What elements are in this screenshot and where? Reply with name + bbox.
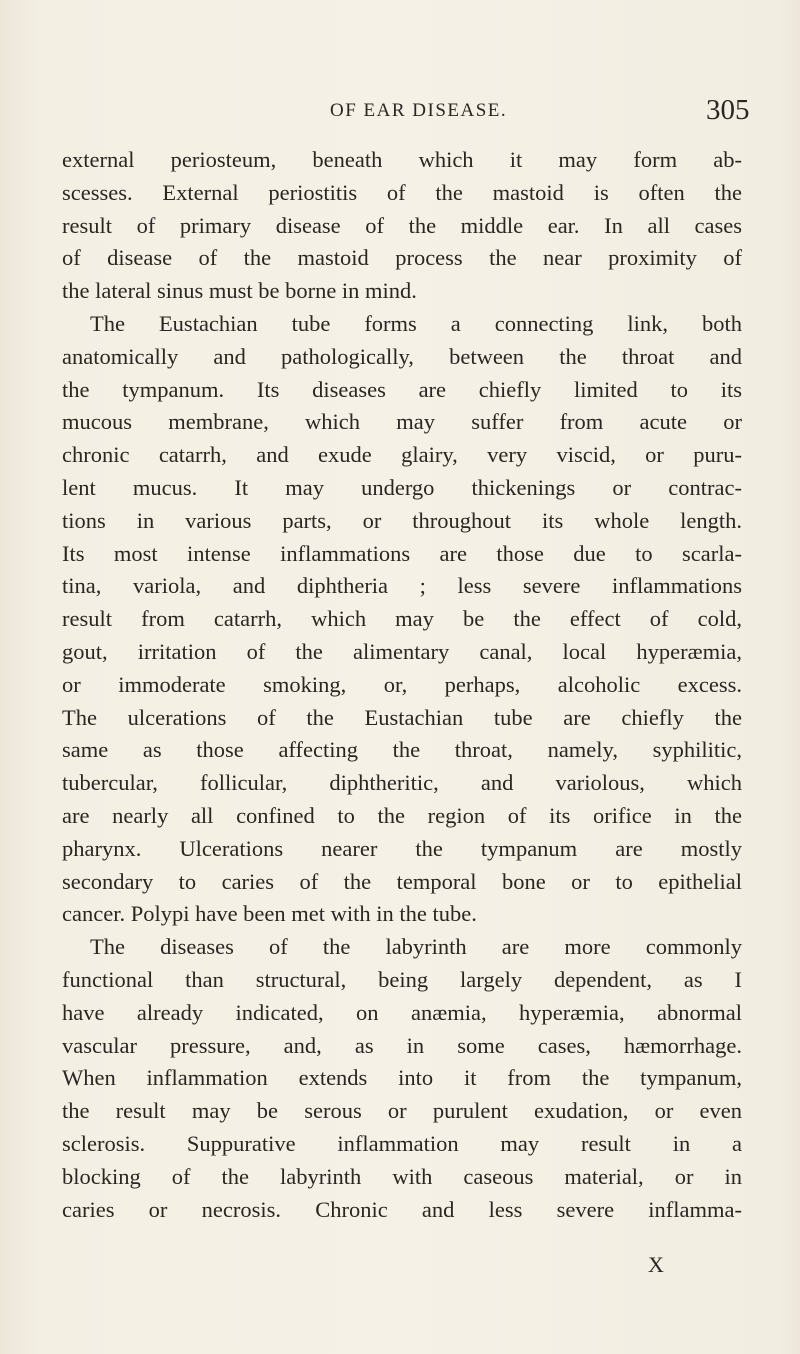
text-line: secondary to caries of the temporal bone or to epithelial	[62, 868, 742, 894]
text-line: pharynx. Ulcerations nearer the tympanum are mostly	[62, 835, 742, 861]
text-line: external periosteum, beneath which it may form ab-	[62, 147, 742, 172]
signature-mark: X	[648, 1252, 664, 1277]
text-line: mucous membrane, which may suffer from acute or	[62, 409, 742, 435]
text-line: the lateral sinus must be borne in mind.	[62, 278, 417, 304]
text-line: the tympanum. Its diseases are chiefly limited to its	[62, 376, 742, 402]
text-line: anatomically and pathologically, between the throat and	[62, 343, 742, 369]
text-line: Its most intense inflammations are those due to scarla-	[62, 540, 742, 566]
text-line: The diseases of the labyrinth are more commonly	[90, 934, 742, 960]
running-title: OF EAR DISEASE.	[330, 100, 508, 121]
text-line: blocking of the labyrinth with caseous material, or in	[62, 1163, 742, 1189]
text-line: functional than structural, being largely dependent, as I	[62, 966, 742, 992]
text-line: have already indicated, on anæmia, hyperæmia, abnormal	[62, 999, 742, 1025]
text-line: cancer. Polypi have been met with in the tube.	[62, 901, 477, 927]
text-line: the result may be serous or purulent exudation, or even	[62, 1098, 742, 1124]
page-number: 305	[706, 94, 750, 126]
text-line: tions in various parts, or throughout its whole length.	[62, 507, 742, 533]
text-line: vascular pressure, and, as in some cases, hæmorrhage.	[62, 1032, 742, 1058]
text-line: of disease of the mastoid process the near proximity of	[62, 245, 742, 271]
text-line: gout, irritation of the alimentary canal, local hyperæmia,	[62, 638, 742, 664]
text-line: When inflammation extends into it from the tympanum,	[62, 1065, 742, 1091]
text-line: or immoderate smoking, or, perhaps, alcoholic excess.	[62, 671, 742, 697]
text-line: lent mucus. It may undergo thickenings or contrac-	[62, 474, 742, 500]
text-line: The Eustachian tube forms a connecting link, both	[90, 310, 742, 336]
text-line: result of primary disease of the middle ear. In all cases	[62, 212, 742, 238]
text-line: caries or necrosis. Chronic and less severe inflamma-	[62, 1196, 742, 1222]
text-line: result from catarrh, which may be the effect of cold,	[62, 606, 742, 632]
text-line: sclerosis. Suppurative inflammation may result in a	[62, 1130, 742, 1156]
text-line: chronic catarrh, and exude glairy, very viscid, or puru-	[62, 442, 742, 468]
text-line: The ulcerations of the Eustachian tube are chiefly the	[62, 704, 742, 730]
text-line: tubercular, follicular, diphtheritic, and variolous, which	[62, 770, 742, 796]
text-line: are nearly all confined to the region of its orifice in the	[62, 802, 742, 828]
running-head	[0, 94, 800, 140]
text-line: tina, variola, and diphtheria ; less severe inflammations	[62, 573, 742, 599]
body-text	[62, 144, 742, 1226]
text-line: same as those affecting the throat, namely, syphilitic,	[62, 737, 742, 763]
text-line: scesses. External periostitis of the mastoid is often the	[62, 179, 742, 205]
